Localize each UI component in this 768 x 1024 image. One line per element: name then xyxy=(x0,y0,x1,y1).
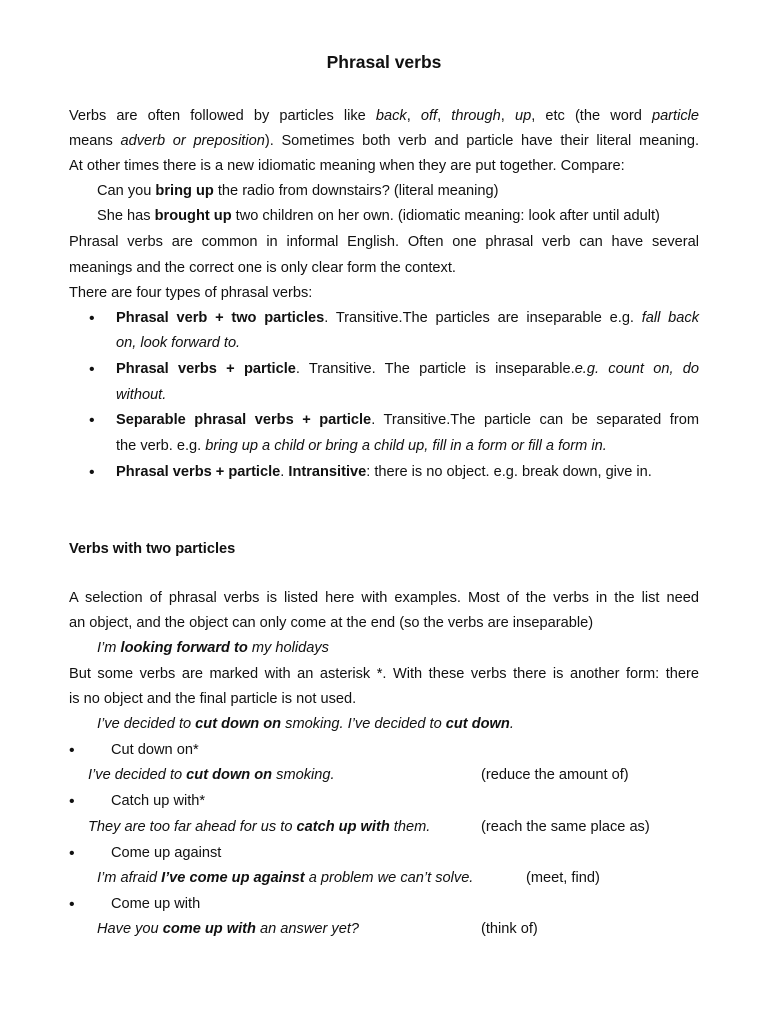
bullet-icon: • xyxy=(69,896,75,913)
intro-line-3: At other times there is a new idiomatic meaning when they are put together. Compare: xyxy=(69,158,625,174)
verb-entry: Cut down on* xyxy=(111,742,199,758)
verb-gloss: (reach the same place as) xyxy=(481,819,650,835)
type-1-line-2: on, look forward to. xyxy=(116,335,241,351)
verb-gloss: (reduce the amount of) xyxy=(481,767,629,783)
verb-example: Have you come up with an answer yet? xyxy=(97,921,359,937)
type-4-line-1: Phrasal verbs + particle. Intransitive: there is no object. e.g. break down, give in. xyxy=(116,464,652,480)
verb-example: I’m afraid I’ve come up against a problem we can’t solve. xyxy=(97,870,474,886)
intro-line-1: Verbs are often followed by particles like back, off, through, up, etc (the word particle xyxy=(69,108,699,124)
bullet-icon: • xyxy=(89,361,95,378)
example-literal: Can you bring up the radio from downstairs? (literal meaning) xyxy=(97,183,499,199)
section2-line-2: an object, and the object can only come at the end (so the verbs are inseparable) xyxy=(69,615,594,631)
verb-example: I’ve decided to cut down on smoking. xyxy=(88,767,335,783)
verb-gloss: (meet, find) xyxy=(526,870,600,886)
bullet-icon: • xyxy=(89,464,95,481)
bullet-icon: • xyxy=(89,310,95,327)
bullet-icon: • xyxy=(69,845,75,862)
type-3-line-1: Separable phrasal verbs + particle. Transitive.The particle can be separated from xyxy=(116,412,699,428)
intro-line-2: means adverb or preposition). Sometimes both verb and particle have their literal meaning. xyxy=(69,133,699,149)
verb-gloss: (think of) xyxy=(481,921,538,937)
type-2-line-1: Phrasal verbs + particle. Transitive. The particle is inseparable.e.g. count on, do xyxy=(116,361,700,377)
para2-line-1: Phrasal verbs are common in informal English. Often one phrasal verb can have several xyxy=(69,234,699,250)
para2-line-2: meanings and the correct one is only clear form the context. xyxy=(69,260,456,276)
section-heading: Verbs with two particles xyxy=(69,541,236,557)
type-2-line-2: without. xyxy=(116,387,167,403)
verb-entry: Come up against xyxy=(111,845,222,861)
section2-line-4: is no object and the final particle is not used. xyxy=(69,691,357,707)
bullet-icon: • xyxy=(69,742,75,759)
page-title: Phrasal verbs xyxy=(326,52,442,72)
section2-example-1: I’m looking forward to my holidays xyxy=(97,640,329,656)
section2-line-1: A selection of phrasal verbs is listed here with examples. Most of the verbs in the list need xyxy=(69,590,699,606)
bullet-icon: • xyxy=(89,412,95,429)
type-1-line-1: Phrasal verb + two particles. Transitive.The particles are inseparable e.g. fall back xyxy=(116,310,699,326)
verb-entry: Come up with xyxy=(111,896,201,912)
example-idiomatic: She has brought up two children on her own. (idiomatic meaning: look after until adult) xyxy=(97,208,660,224)
type-3-line-2: the verb. e.g. bring up a child or bring a child up, fill in a form or fill a form in. xyxy=(116,438,607,454)
section2-example-2: I’ve decided to cut down on smoking. I’ve decided to cut down. xyxy=(97,716,514,732)
verb-example: They are too far ahead for us to catch up with them. xyxy=(88,819,431,835)
section2-line-3: But some verbs are marked with an asterisk *. With these verbs there is another form: there xyxy=(69,666,699,682)
bullet-icon: • xyxy=(69,793,75,810)
verb-entry: Catch up with* xyxy=(111,793,206,809)
types-intro: There are four types of phrasal verbs: xyxy=(69,285,313,301)
